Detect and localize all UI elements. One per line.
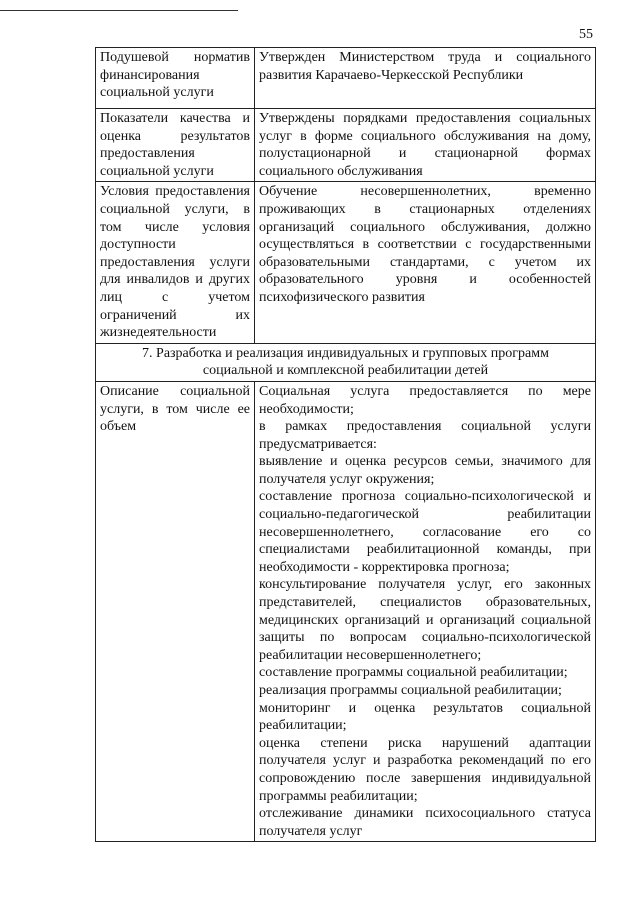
table-row (96, 48, 596, 109)
paragraph: реализация программы социальной реабилитации; (259, 683, 562, 698)
table-row (96, 381, 596, 841)
section-header-row (96, 343, 596, 381)
paragraph: выявление и оценка ресурсов семьи, значимого для получателя услуг окружения; (259, 454, 591, 487)
row-label-description: Описание социальной услуги, в том числе ее объем (96, 381, 255, 841)
row-label-conditions: Условия предоставления социальной услуги, в том числе условия доступности предоставления услуги для инвалидов и других лиц с учетом ограничений их жизнедеятельности (96, 182, 255, 343)
row-label-normative: Подушевой норматив финансирования социальной услуги (96, 48, 255, 109)
top-rule (0, 10, 238, 11)
section-title-line-1: 7. Разработка и реализация индивидуальных и групповых программ (142, 345, 549, 361)
paragraph: в рамках предоставления социальной услуги предусматривается: (259, 419, 591, 452)
services-table (95, 47, 596, 842)
row-value-quality (255, 109, 596, 182)
paragraph: Утверждены порядками предоставления социальных услуг в форме социального обслуживания на дому, полустационарной и стационарной формах социального обслуживания (259, 111, 591, 179)
paragraph: Социальная услуга предоставляется по мере необходимости; (259, 383, 591, 417)
paragraph: Обучение несовершеннолетних, временно проживающих в стационарных отделениях организаций социального обслуживания, должно осуществляться в соответствии с государственными образовательными стандартами, с учетом их образовательного уровня и особенностей психофизического развития (259, 184, 591, 305)
paragraph: отслеживание динамики психосоциального статуса получателя услуг (259, 806, 591, 839)
section-title (96, 343, 596, 381)
section-title-line-2: социальной и комплексной реабилитации детей (202, 363, 489, 379)
paragraph: Утвержден Министерством труда и социального развития Карачаево-Черкесской Республики (259, 50, 591, 83)
paragraph: составление прогноза социально-психологической и социально-педагогической реабилитации несовершеннолетнего, согласование его со специалистами реабилитационной команды, при необходимости - корректировка прогноза; (259, 489, 591, 575)
row-value-normative (255, 48, 596, 109)
row-value-description (255, 381, 596, 841)
row-label-quality: Показатели качества и оценка результатов предоставления социальной услуги (96, 109, 255, 182)
paragraph: составление программы социальной реабилитации; (259, 665, 568, 681)
paragraph: мониторинг и оценка результатов социальной реабилитации; (259, 700, 591, 734)
paragraph: консультирование получателя услуг, его законных представителей, специалистов образовательных, медицинских организаций и организаций социальной защиты по вопросам социально-психологической реабилитации несовершеннолетнего; (259, 577, 591, 663)
paragraph: оценка степени риска нарушений адаптации получателя услуг и разработка рекомендаций по его сопровождению после завершения индивидуальной программы реабилитации; (259, 735, 591, 804)
row-value-conditions (255, 182, 596, 343)
table-row (96, 182, 596, 343)
page-number: 55 (579, 27, 593, 42)
table-row (96, 109, 596, 182)
